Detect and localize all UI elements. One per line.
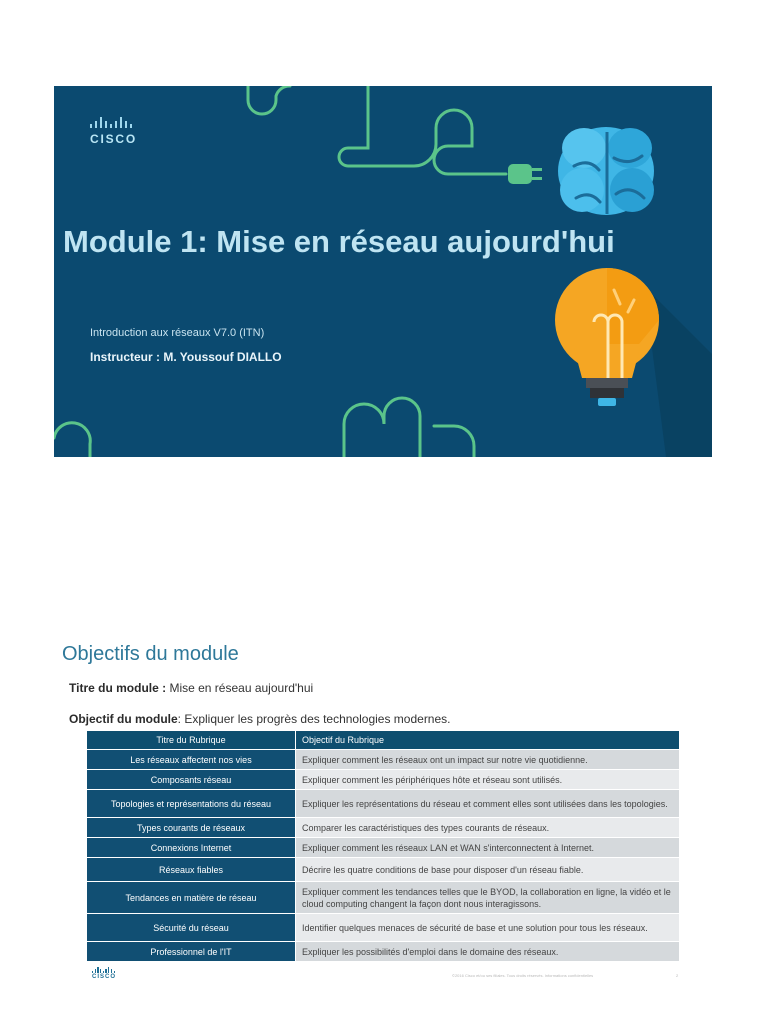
rubric-cell: Composants réseau	[87, 770, 296, 790]
module-objective-line	[69, 712, 451, 726]
module-title-line	[69, 681, 313, 695]
goal-cell: Comparer les caractéristiques des types courants de réseaux.	[296, 818, 680, 838]
rubric-cell: Tendances en matière de réseau	[87, 882, 296, 914]
header-rubric-objective: Objectif du Rubrique	[296, 731, 680, 750]
footer-cisco-text: CISCO	[92, 974, 117, 980]
module-objective-label: Objectif du module	[69, 712, 178, 726]
goal-cell: Expliquer comment les réseaux LAN et WAN s'interconnectent à Internet.	[296, 838, 680, 858]
cisco-logo-text: CISCO	[90, 132, 138, 146]
header-rubric-title: Titre du Rubrique	[87, 731, 296, 750]
table-row	[87, 770, 680, 790]
table-row	[87, 914, 680, 942]
goal-cell: Expliquer comment les périphériques hôte et réseau sont utilisés.	[296, 770, 680, 790]
goal-cell: Expliquer comment les réseaux ont un impact sur notre vie quotidienne.	[296, 750, 680, 770]
table-header-row	[87, 731, 680, 750]
page-number: 2	[676, 973, 679, 978]
module-objective-value: : Expliquer les progrès des technologies modernes.	[177, 712, 451, 726]
circuit-line-top	[248, 86, 290, 114]
rubric-cell: Types courants de réseaux	[87, 818, 296, 838]
course-subtitle: Introduction aux réseaux V7.0 (ITN)	[90, 327, 265, 339]
table-row	[87, 818, 680, 838]
slide-title: Module 1: Mise en réseau aujourd'hui	[63, 224, 615, 259]
plug-icon	[508, 164, 542, 184]
rubric-cell: Les réseaux affectent nos vies	[87, 750, 296, 770]
circuit-line-bottom-left	[54, 423, 90, 457]
module-title-label: Titre du module :	[69, 681, 167, 695]
rubric-cell: Topologies et représentations du réseau	[87, 790, 296, 818]
circuit-line-bottom	[344, 398, 420, 457]
footer-cisco-logo	[92, 967, 122, 980]
instructor-name: Instructeur : M. Youssouf DIALLO	[90, 350, 282, 364]
title-slide	[54, 86, 712, 457]
cisco-logo	[90, 116, 150, 146]
rubric-cell: Connexions Internet	[87, 838, 296, 858]
rubric-cell: Professionnel de l'IT	[87, 942, 296, 962]
goal-cell: Identifier quelques menaces de sécurité de base et une solution pour tous les réseaux.	[296, 914, 680, 942]
rubric-cell: Sécurité du réseau	[87, 914, 296, 942]
cisco-logo-bars-icon	[90, 116, 150, 128]
goal-cell: Expliquer les représentations du réseau et comment elles sont utilisées dans les topologies.	[296, 790, 680, 818]
goal-cell: Expliquer les possibilités d'emploi dans le domaine des réseaux.	[296, 942, 680, 962]
decorative-graphics	[54, 86, 712, 457]
table-row	[87, 750, 680, 770]
table-row	[87, 882, 680, 914]
brain-icon	[558, 127, 654, 215]
goal-cell: Décrire les quatre conditions de base pour disposer d'un réseau fiable.	[296, 858, 680, 882]
table-row	[87, 942, 680, 962]
goal-cell: Expliquer comment les tendances telles que le BYOD, la collaboration en ligne, la vidéo et le cloud computing changent la façon dont nous interagissons.	[296, 882, 680, 914]
rubric-cell: Réseaux fiables	[87, 858, 296, 882]
table-row	[87, 790, 680, 818]
footer-copyright: ©2016 Cisco et/ou ses filiales. Tous droits réservés. Informations confidentielles	[452, 973, 594, 978]
footer-cisco-bars-icon	[92, 967, 122, 973]
circuit-line-main	[339, 86, 506, 174]
module-title-value: Mise en réseau aujourd'hui	[166, 681, 314, 695]
objectives-heading: Objectifs du module	[62, 643, 239, 665]
circuit-line-bottom-right	[434, 426, 474, 457]
objectives-table	[86, 730, 680, 962]
table-row	[87, 858, 680, 882]
table-row	[87, 838, 680, 858]
lightbulb-icon	[555, 268, 712, 457]
